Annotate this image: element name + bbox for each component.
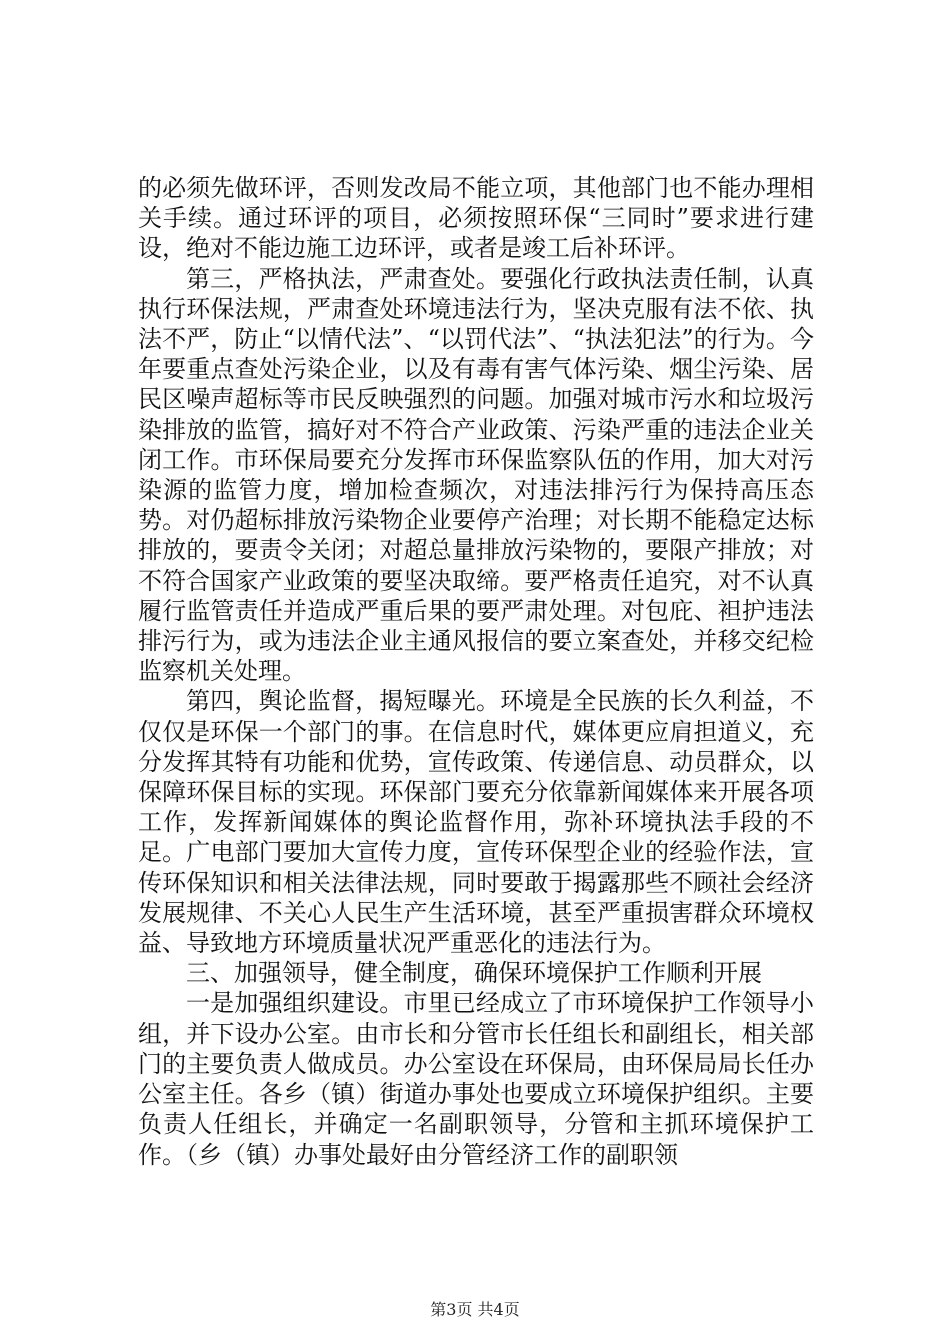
- page-footer: 第3页 共4页: [430, 1300, 520, 1319]
- paragraph-2: 第三，严格执法，严肃查处。要强化行政执法责任制，认真执行环保法规，严肃查处环境违法行为，坚决克服有法不依、执法不严，防止“以情代法”、“以罚代法”、“执法犯法”的行为。今年要重点查处污染企业，以及有毒有害气体污染、烟尘污染、居民区噪声超标等市民反映强烈的问题。加强对城市污水和垃圾污染排放的监管，搞好对不符合产业政策、污染严重的违法企业关闭工作。市环保局要充分发挥市环保监察队伍的作用，加大对污染源的监管力度，增加检查频次，对违法排污行为保持高压态势。对仍超标排放污染物企业要停产治理；对长期不能稳定达标排放的，要责令关闭；对超总量排放污染物的，要限产排放；对不符合国家产业政策的要坚决取缔。要严格责任追究，对不认真履行监管责任并造成严重后果的要严肃处理。对包庇、袒护违法排污行为，或为违法企业主通风报信的要立案查处，并移交纪检监察机关处理。: [138, 264, 814, 686]
- paragraph-5: 一是加强组织建设。市里已经成立了市环境保护工作领导小组，并下设办公室。由市长和分管市长任组长和副组长，相关部门的主要负责人做成员。办公室设在环保局，由环保局局长任办公室主任。各乡（镇）街道办事处也要成立环境保护组织。主要负责人任组长，并确定一名副职领导，分管和主抓环境保护工作。（乡（镇）办事处最好由分管经济工作的副职领: [138, 989, 814, 1169]
- paragraph-1: 的必须先做环评，否则发改局不能立项，其他部门也不能办理相关手续。通过环评的项目，必须按照环保“三同时”要求进行建设，绝对不能边施工边环评，或者是竣工后补环评。: [138, 174, 814, 263]
- paragraph-3: 第四，舆论监督，揭短曝光。环境是全民族的长久利益，不仅仅是环保一个部门的事。在信息时代，媒体更应肩担道义，充分发挥其特有功能和优势，宣传政策、传递信息、动员群众，以保障环保目标的实现。环保部门要充分依靠新闻媒体来开展各项工作，发挥新闻媒体的舆论监督作用，弥补环境执法手段的不足。广电部门要加大宣传力度，宣传环保型企业的经验作法，宣传环保知识和相关法律法规，同时要敢于揭露那些不顾社会经济发展规律、不关心人民生产生活环境，甚至严重损害群众环境权益、导致地方环境质量状况严重恶化的违法行为。: [138, 687, 814, 958]
- section-heading: 三、加强领导，健全制度，确保环境保护工作顺利开展: [186, 959, 762, 988]
- document-body: [138, 173, 814, 1170]
